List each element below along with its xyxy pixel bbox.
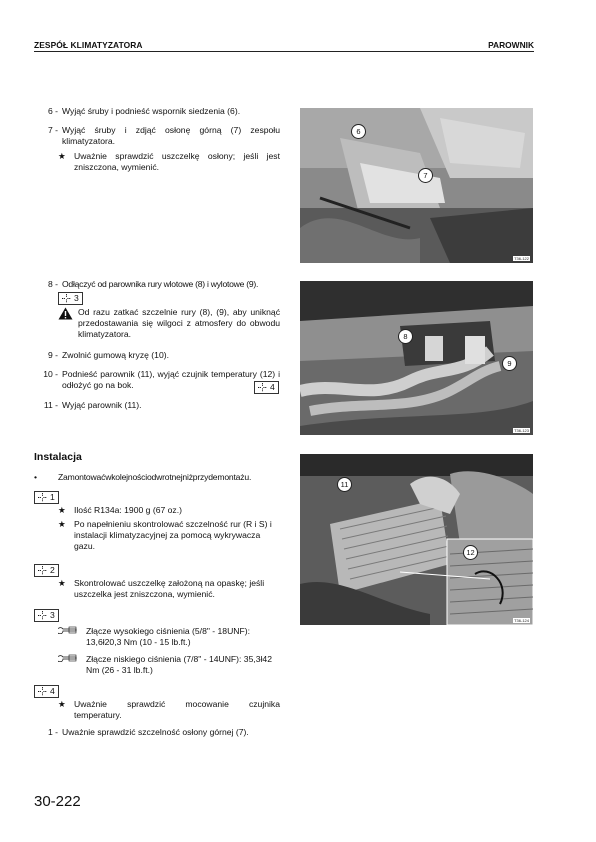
photo-illustration bbox=[300, 281, 533, 435]
step-text: Wyjąć parownik (11). bbox=[62, 400, 142, 410]
callout: 11 bbox=[337, 477, 352, 492]
figure-code: T36-123 bbox=[514, 428, 529, 433]
warning-text: Od razu zatkać szczelnie rury (8), (9), aby uniknąć przedostawania się wilgoci z atmosfery do obwodu klimatyzatora. bbox=[78, 307, 280, 340]
star-icon: ★ bbox=[58, 699, 66, 709]
installation-heading: Instalacja bbox=[34, 451, 82, 463]
step-text: Uważnie sprawdzić szczelność osłony górnej (7). bbox=[62, 727, 249, 737]
photo-illustration bbox=[300, 108, 533, 263]
star-icon: ★ bbox=[58, 151, 66, 161]
callout: 6 bbox=[351, 124, 366, 139]
bullet-icon: • bbox=[34, 472, 38, 482]
section-title: ZESPÓŁ KLIMATYZATORA bbox=[34, 40, 143, 50]
assembly-ref-icon bbox=[38, 611, 47, 620]
step-9 bbox=[34, 350, 280, 361]
star-icon: ★ bbox=[58, 578, 66, 588]
step-number: 10 - bbox=[43, 369, 58, 379]
step-text bbox=[62, 369, 280, 391]
header-rule bbox=[34, 51, 534, 52]
ref-tag-3 bbox=[58, 292, 83, 306]
tag-number: 4 bbox=[50, 686, 55, 696]
assembly-ref-icon bbox=[258, 383, 267, 392]
step-number: 8 - bbox=[47, 279, 58, 289]
assembly-ref-icon bbox=[38, 687, 47, 696]
ref-tag-4-install bbox=[34, 685, 59, 699]
install-note bbox=[58, 505, 280, 516]
torque-text: Złącze niskiego ciśnienia (7/8" - 14UNF): 35,3ł42 Nm (26 - 31 lb.ft.) bbox=[86, 654, 272, 676]
installation-intro bbox=[34, 472, 280, 483]
figure-code: T36-122 bbox=[514, 256, 529, 261]
step-11 bbox=[34, 400, 280, 411]
step-text: Odłączyć od parownika rury wlotowe (8) i wylotowe (9). bbox=[62, 279, 259, 289]
install-note bbox=[58, 519, 280, 553]
note-step-7 bbox=[58, 151, 280, 173]
torque-wrench-icon bbox=[58, 654, 86, 676]
intro-text: Zamontowaćwkolejnościodwrotnejniżprzydemontażu. bbox=[58, 472, 252, 482]
star-icon: ★ bbox=[58, 519, 66, 529]
step-number: 6 - bbox=[47, 106, 58, 116]
step-7 bbox=[34, 125, 280, 147]
note-text: Skontrolować uszczelkę założoną na opaskę; jeśli uszczelka jest zniszczona, wymienić. bbox=[74, 578, 265, 600]
assembly-ref-icon bbox=[62, 294, 71, 303]
step-text: Wyjąć śruby i podnieść wspornik siedzenia (6). bbox=[62, 106, 241, 116]
torque-spec bbox=[58, 654, 280, 676]
step-number: 7 - bbox=[47, 125, 58, 135]
final-step bbox=[34, 727, 280, 738]
assembly-ref-icon bbox=[38, 493, 47, 502]
note-text: Uważnie sprawdzić mocowanie czujnika temperatury. bbox=[74, 699, 280, 721]
step-10 bbox=[34, 369, 280, 391]
figure-code: T36-124 bbox=[514, 618, 529, 623]
warning-icon bbox=[58, 307, 78, 341]
photo-seat-bracket bbox=[300, 108, 533, 263]
step-8 bbox=[34, 279, 280, 290]
torque-spec bbox=[58, 626, 280, 648]
torque-text: Złącze wysokiego ciśnienia (5/8" - 18UNF): 13,6ł20,3 Nm (10 - 15 lb.ft.) bbox=[86, 626, 251, 648]
page-number: 30-222 bbox=[34, 793, 81, 810]
torque-wrench-icon bbox=[58, 626, 86, 648]
chapter-title: PAROWNIK bbox=[488, 40, 534, 50]
step-number: 1 - bbox=[47, 727, 58, 737]
tag-number: 2 bbox=[50, 565, 55, 575]
step-text-body: Podnieść parownik (11), wyjąć czujnik temperatury (12) i odłożyć go na bok. bbox=[62, 369, 280, 391]
photo-evaporator-removal bbox=[300, 454, 533, 625]
callout: 9 bbox=[502, 356, 517, 371]
tag-number: 1 bbox=[50, 492, 55, 502]
callout: 8 bbox=[398, 329, 413, 344]
tag-number: 4 bbox=[270, 382, 275, 392]
photo-evaporator-pipes bbox=[300, 281, 533, 435]
step-number: 11 - bbox=[43, 400, 58, 410]
assembly-ref-icon bbox=[38, 566, 47, 575]
note-text: Uważnie sprawdzić uszczelkę osłony; jeśli jest zniszczona, wymienić. bbox=[74, 151, 280, 173]
note-text: Ilość R134a: 1900 g (67 oz.) bbox=[74, 505, 182, 515]
install-note bbox=[58, 578, 280, 600]
note-text: Po napełnieniu skontrolować szczelność rur (R i S) i instalacji klimatyzacyjnej za pomocą wykrywacza gazu. bbox=[74, 519, 272, 552]
ref-tag-4 bbox=[254, 381, 279, 395]
install-note bbox=[58, 699, 280, 721]
callout: 7 bbox=[418, 168, 433, 183]
ref-tag-3-install bbox=[34, 609, 59, 623]
step-6 bbox=[34, 106, 280, 117]
photo-illustration bbox=[300, 454, 533, 625]
callout: 12 bbox=[463, 545, 478, 560]
step-number: 9 - bbox=[47, 350, 58, 360]
step-text: Wyjąć śruby i zdjąć osłonę górną (7) zespołu klimatyzatora. bbox=[62, 125, 280, 147]
warning-step-8 bbox=[58, 307, 280, 341]
ref-tag-2 bbox=[34, 564, 59, 578]
tag-number: 3 bbox=[50, 610, 55, 620]
star-icon: ★ bbox=[58, 505, 66, 515]
step-text: Zwolnić gumową kryzę (10). bbox=[62, 350, 169, 360]
tag-number: 3 bbox=[74, 293, 79, 303]
ref-tag-1 bbox=[34, 491, 59, 505]
